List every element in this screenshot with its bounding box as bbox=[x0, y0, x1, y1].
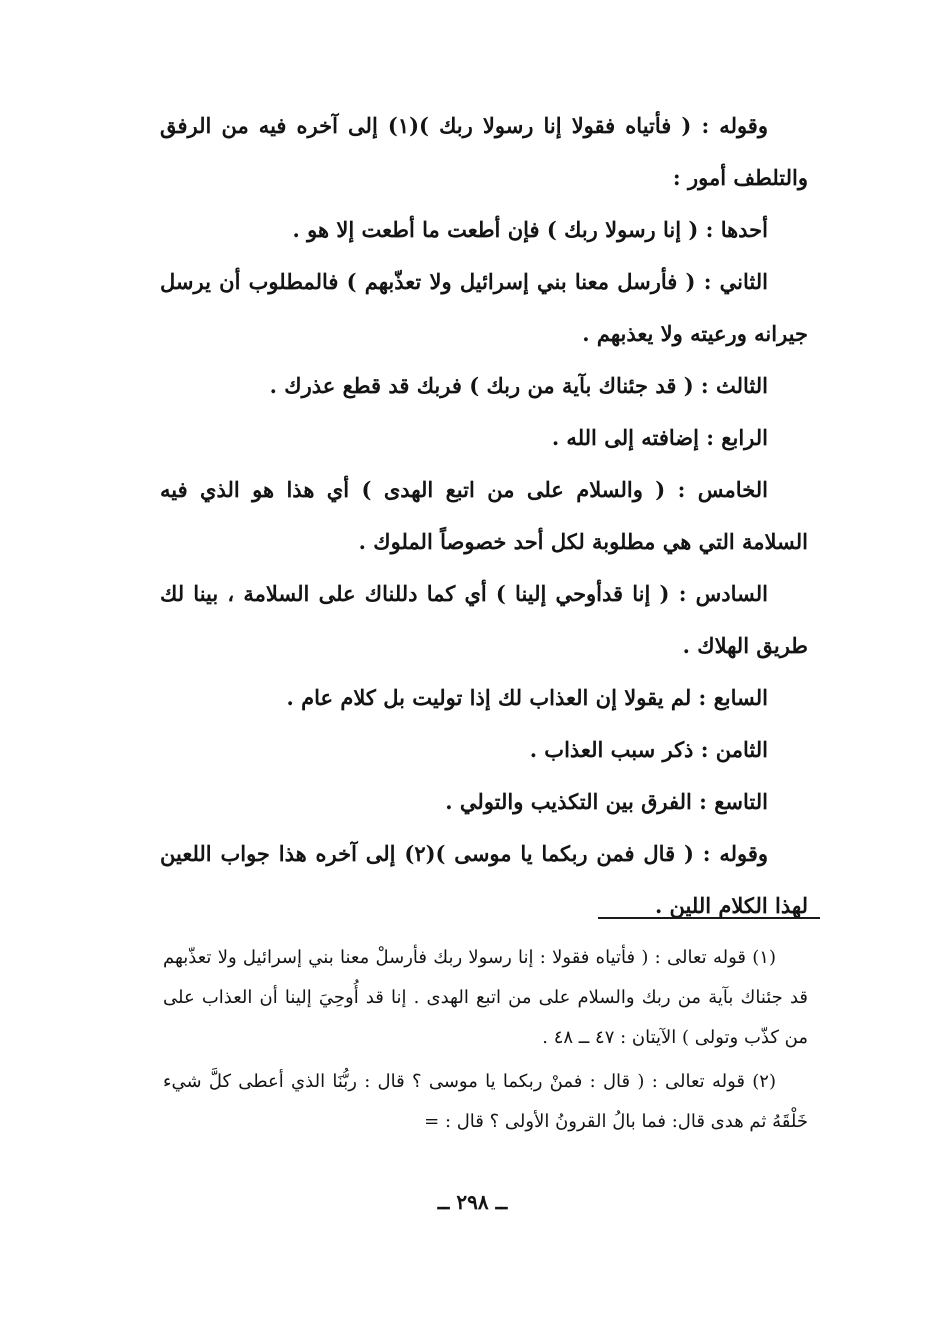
paragraph-eighth: الثامن : ذكر سبب العذاب . bbox=[529, 737, 768, 762]
paragraph-first: أحدها : ( إنا رسولا ربك ) فإن أطعت ما أطعت إلا هو . bbox=[292, 217, 768, 242]
footnote-separator bbox=[598, 917, 820, 919]
footnotes bbox=[163, 938, 808, 1146]
footnote-2: (٢) قوله تعالى : ( قال : فمنْ ربكما يا موسى ؟ قال : ربُّنَا الذي أعطى كلَّ شيء خَلْقَهُ ثم هدى قال: فما بالُ القرونُ الأولى ؟ قال : = bbox=[163, 1071, 808, 1132]
page-number: ــ ٢٩٨ ــ bbox=[437, 1190, 508, 1214]
footnote-1: (١) قوله تعالى : ( فأتياه فقولا : إنا رسولا ربك فأرسلْ معنا بني إسرائيل ولا تعذّبهم قد جئناك بآية من ربك والسلام على من اتبع الهدى . إنا قد أُوحِيَ إلينا أن العذاب على من كذّب وتولى ) الآيتان : ٤٧ ــ ٤٨ . bbox=[163, 947, 808, 1048]
paragraph-closing: وقوله : ( قال فمن ربكما يا موسى )(٢) إلى آخره هذا جواب اللعين لهذا الكلام اللين . bbox=[160, 841, 808, 918]
paragraph-third: الثالث : ( قد جئناك بآية من ربك ) فربك قد قطع عذرك . bbox=[269, 373, 768, 398]
paragraph-fourth: الرابع : إضافته إلى الله . bbox=[551, 425, 768, 450]
paragraph-intro: وقوله : ( فأتياه فقولا إنا رسولا ربك )(١) إلى آخره فيه من الرفق والتلطف أمور : bbox=[160, 113, 808, 190]
paragraph-fifth: الخامس : ( والسلام على من اتبع الهدى ) أي هذا هو الذي فيه السلامة التي هي مطلوبة لكل أحد خصوصاً الملوك . bbox=[160, 477, 808, 554]
paragraph-sixth: السادس : ( إنا قدأوحي إلينا ) أي كما دللناك على السلامة ، بينا لك طريق الهلاك . bbox=[160, 581, 808, 658]
paragraph-second: الثاني : ( فأرسل معنا بني إسرائيل ولا تعذّبهم ) فالمطلوب أن يرسل جيرانه ورعيته ولا يعذبهم . bbox=[160, 269, 808, 346]
paragraph-ninth: التاسع : الفرق بين التكذيب والتولي . bbox=[445, 789, 768, 814]
paragraph-seventh: السابع : لم يقولا إن العذاب لك إذا توليت بل كلام عام . bbox=[286, 685, 768, 710]
main-text bbox=[160, 100, 808, 932]
